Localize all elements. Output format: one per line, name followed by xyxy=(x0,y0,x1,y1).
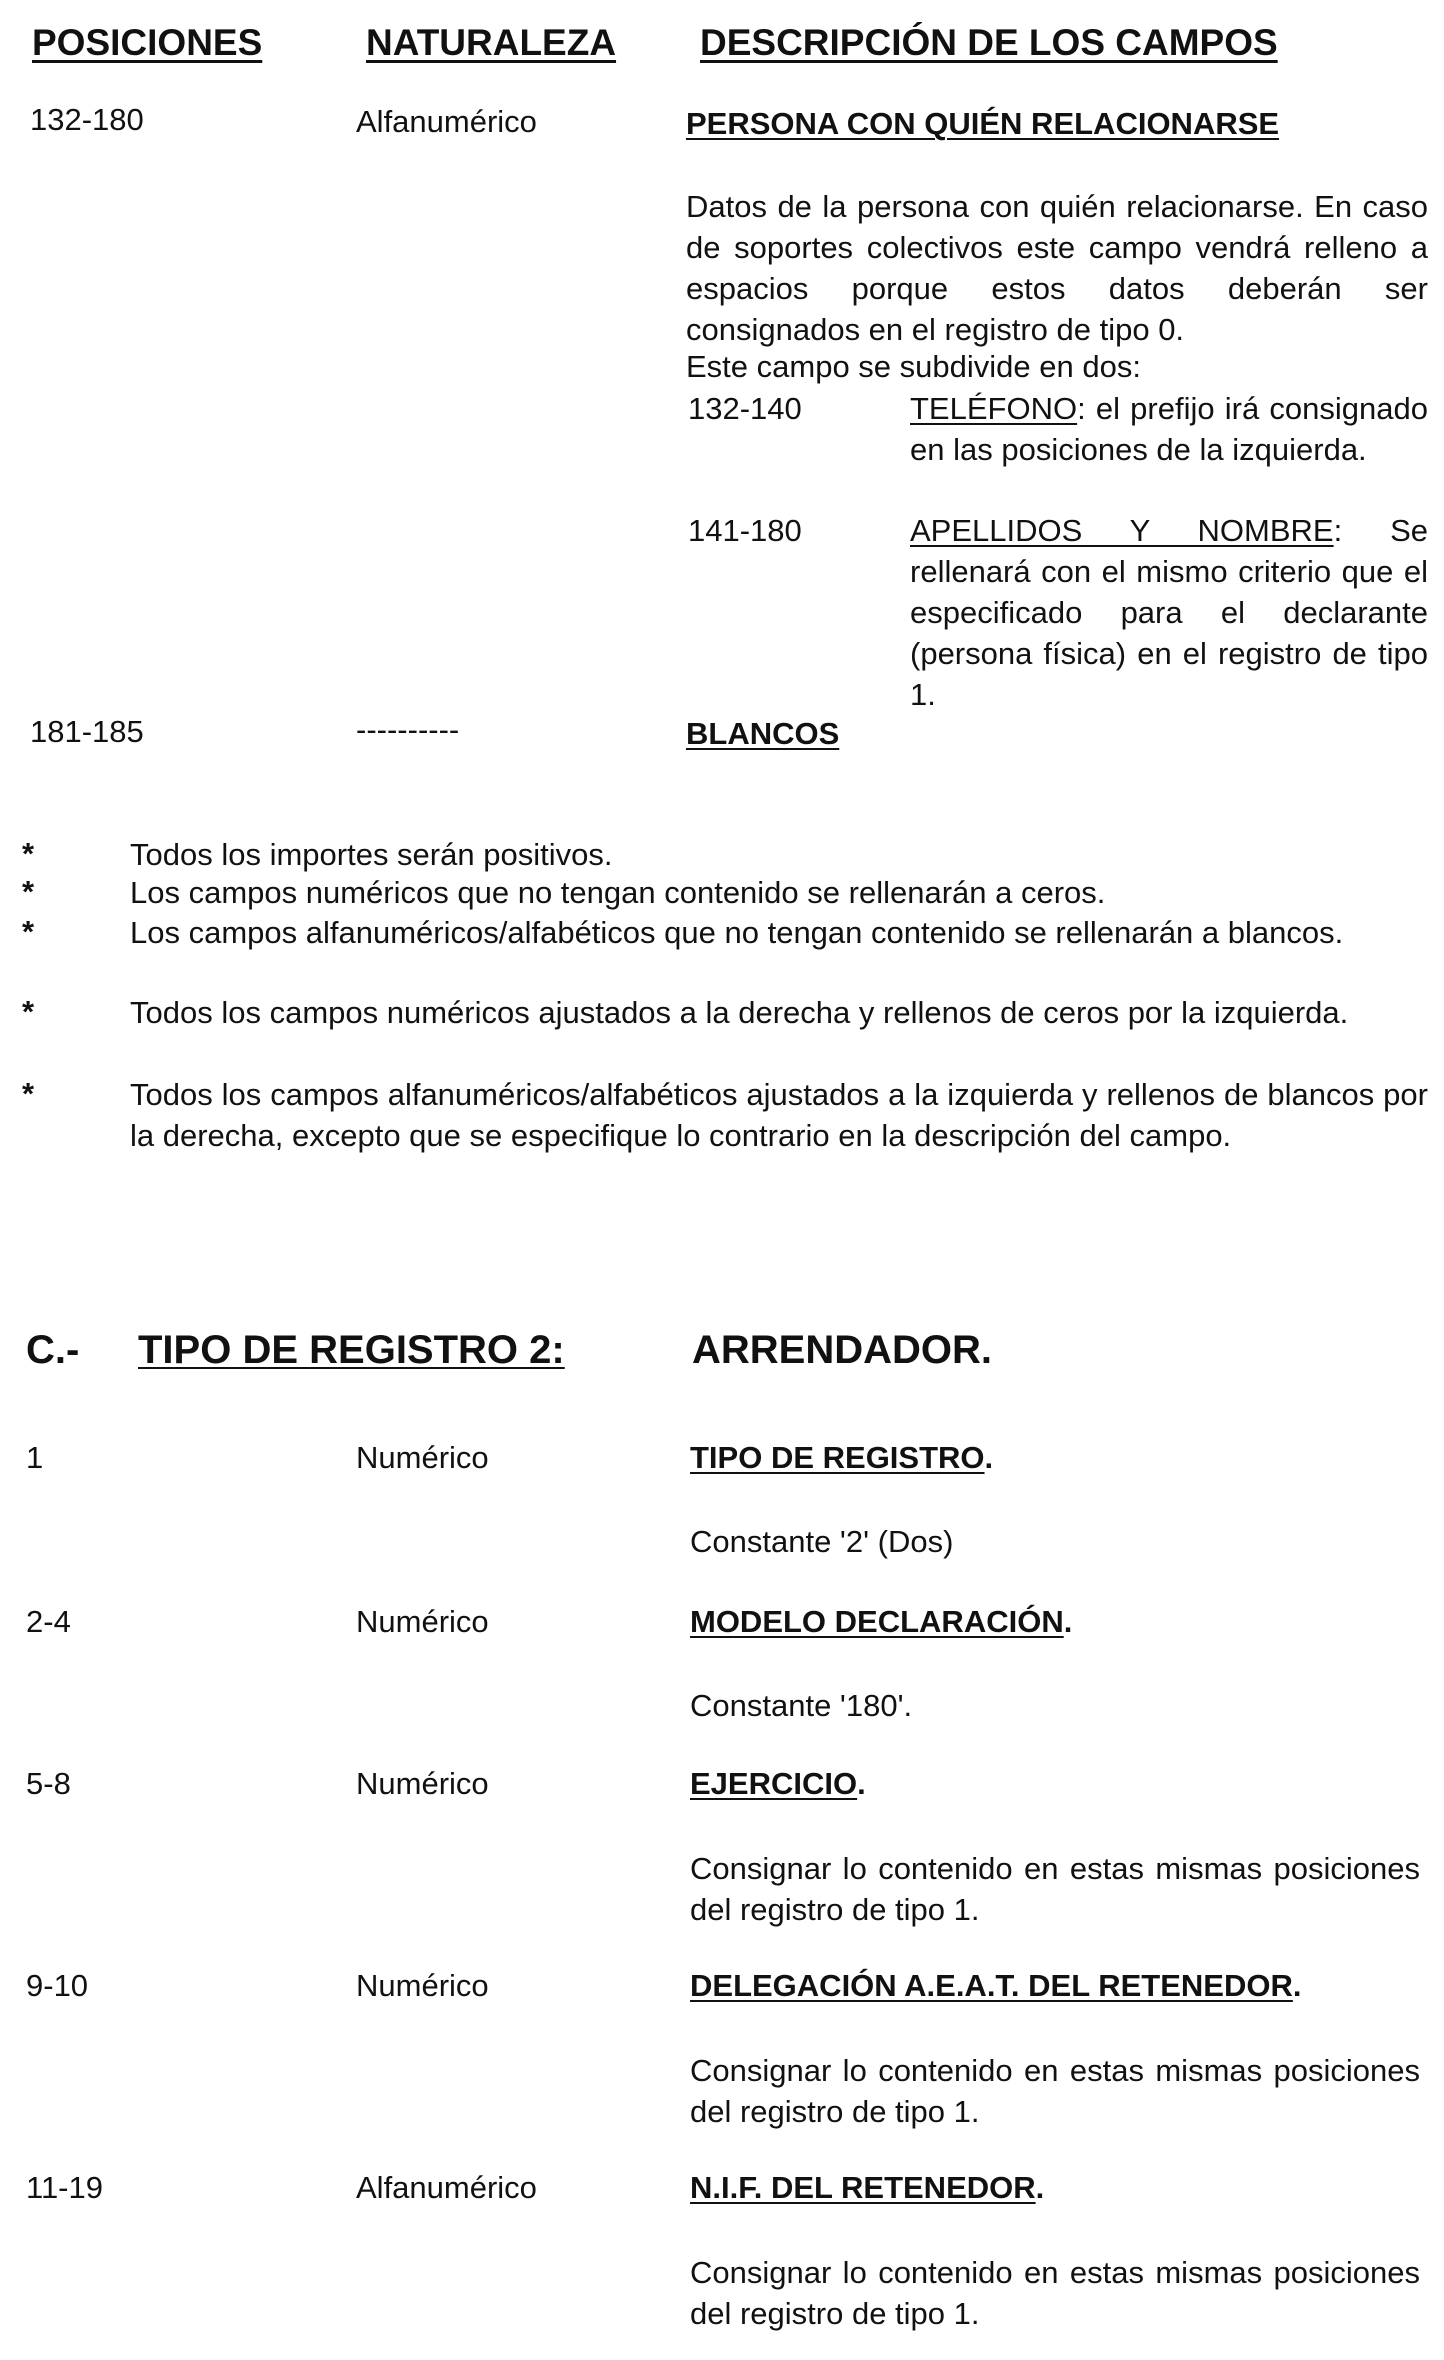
note-1: Todos los importes serán positivos. xyxy=(130,837,613,872)
header-nature: NATURALEZA xyxy=(366,22,617,63)
field-1-nature: Numérico xyxy=(356,1440,489,1475)
field-1-position: 1 xyxy=(26,1440,44,1475)
block1-title: PERSONA CON QUIÉN RELACIONARSE xyxy=(686,106,1280,141)
field-4-title-suffix: . xyxy=(1292,1968,1302,2003)
field-3-description: Consignar lo contenido en estas mismas posiciones del registro de tipo 1. xyxy=(690,1851,1420,1927)
field-3-nature: Numérico xyxy=(356,1766,489,1801)
field-2-position: 2-4 xyxy=(26,1604,71,1639)
section-title: TIPO DE REGISTRO 2: xyxy=(138,1328,565,1372)
sub2-description xyxy=(910,510,1428,715)
block2-title: BLANCOS xyxy=(686,716,840,751)
sub1-description xyxy=(910,388,1428,470)
field-5-title-suffix: . xyxy=(1035,2170,1045,2205)
field-2-title xyxy=(690,1604,1072,1640)
sub1-position: 132-140 xyxy=(688,391,802,426)
field-1-title-text: TIPO DE REGISTRO xyxy=(690,1440,985,1475)
field-5-position: 11-19 xyxy=(26,2170,103,2205)
field-5-nature: Alfanumérico xyxy=(356,2170,537,2205)
field-4-title-text: DELEGACIÓN A.E.A.T. DEL RETENEDOR xyxy=(690,1968,1293,2003)
field-1-description: Constante '2' (Dos) xyxy=(690,1524,954,1559)
field-2-description: Constante '180'. xyxy=(690,1688,913,1723)
field-1-title xyxy=(690,1440,993,1476)
block1-position: 132-180 xyxy=(30,102,144,137)
section-subtitle: ARRENDADOR. xyxy=(692,1328,992,1372)
sub1-text: : el prefijo irá consignado en las posiciones de la izquierda. xyxy=(910,391,1428,467)
header-positions: POSICIONES xyxy=(32,22,263,63)
block2-position: 181-185 xyxy=(30,714,144,749)
note-5-bullet: * xyxy=(22,1076,35,1111)
field-2-title-suffix: . xyxy=(1063,1604,1073,1639)
field-1-title-suffix: . xyxy=(984,1440,994,1475)
note-4: Todos los campos numéricos ajustados a la derecha y rellenos de ceros por la izquierda. xyxy=(130,995,1349,1030)
field-5-title xyxy=(690,2170,1044,2206)
field-3-position: 5-8 xyxy=(26,1766,71,1801)
field-5-title-text: N.I.F. DEL RETENEDOR xyxy=(690,2170,1036,2205)
note-2-bullet: * xyxy=(22,874,35,909)
block1-nature: Alfanumérico xyxy=(356,104,537,139)
sub2-text: : Se rellenará con el mismo criterio que el especificado para el declarante (persona física) en el registro de tipo 1. xyxy=(910,513,1428,712)
block2-nature: ---------- xyxy=(356,712,460,747)
note-2: Los campos numéricos que no tengan contenido se rellenarán a ceros. xyxy=(130,875,1106,910)
note-3: Los campos alfanuméricos/alfabéticos que no tengan contenido se rellenarán a blancos. xyxy=(130,915,1344,950)
sub2-position: 141-180 xyxy=(688,513,802,548)
sub2-label: APELLIDOS Y NOMBRE xyxy=(910,513,1334,548)
field-4-description: Consignar lo contenido en estas mismas posiciones del registro de tipo 1. xyxy=(690,2053,1420,2129)
field-5-description: Consignar lo contenido en estas mismas posiciones del registro de tipo 1. xyxy=(690,2255,1420,2331)
block1-subdivide-note: Este campo se subdivide en dos: xyxy=(686,349,1141,384)
field-4-nature: Numérico xyxy=(356,1968,489,2003)
field-2-title-text: MODELO DECLARACIÓN xyxy=(690,1604,1064,1639)
field-4-position: 9-10 xyxy=(26,1968,89,2003)
header-description: DESCRIPCIÓN DE LOS CAMPOS xyxy=(700,22,1278,63)
note-5: Todos los campos alfanuméricos/alfabéticos ajustados a la izquierda y rellenos de blancos por la derecha, excepto que se especifique lo contrario en la descripción del campo. xyxy=(130,1077,1428,1153)
note-4-bullet: * xyxy=(22,994,35,1029)
sub1-label: TELÉFONO xyxy=(910,391,1078,426)
section-letter: C.- xyxy=(26,1328,80,1372)
note-3-bullet: * xyxy=(22,914,35,949)
field-2-nature: Numérico xyxy=(356,1604,489,1639)
field-3-title-suffix: . xyxy=(857,1766,866,1801)
field-3-title-text: EJERCICIO xyxy=(690,1766,858,1801)
block1-description: Datos de la persona con quién relacionarse. En caso de soportes colectivos este campo vendrá relleno a espacios porque estos datos deberán ser consignados en el registro de tipo 0. xyxy=(686,189,1428,347)
field-4-title xyxy=(690,1968,1301,2004)
note-1-bullet: * xyxy=(22,836,35,871)
field-3-title xyxy=(690,1766,866,1802)
